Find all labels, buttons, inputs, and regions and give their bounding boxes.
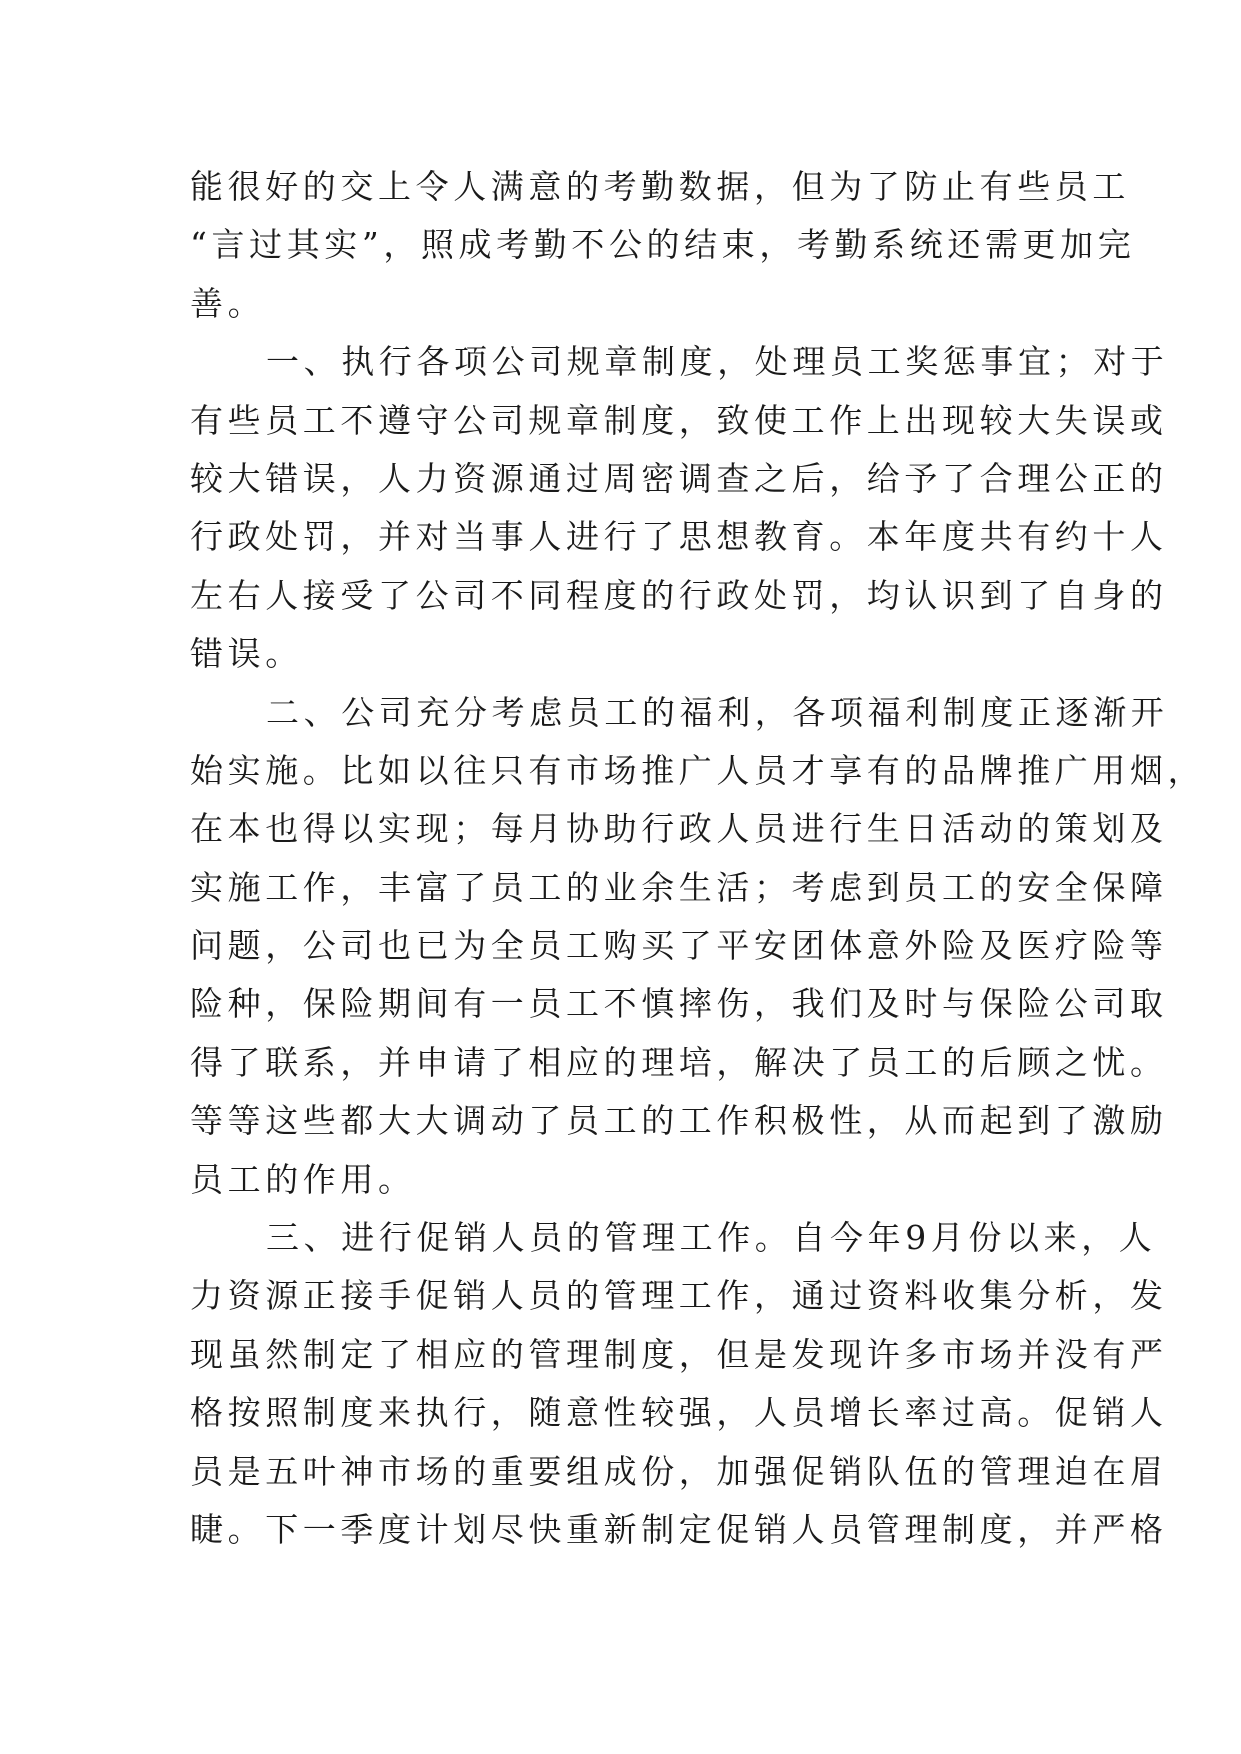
text-line: 睫。下一季度计划尽快重新制定促销人员管理制度，并严格 [190, 1509, 1168, 1549]
text-line: 格按照制度来执行，随意性较强，人员增长率过高。促销人 [190, 1393, 1168, 1433]
text-line: 员工的作用。 [190, 1159, 416, 1199]
text-line: 始实施。比如以往只有市场推广人员才享有的品牌推广用烟， [190, 750, 1206, 790]
text-line: 错误。 [190, 634, 303, 674]
text-line: 得了联系，并申请了相应的理培，解决了员工的后顾之忧。 [190, 1042, 1168, 1082]
text-line: 善。 [190, 283, 266, 323]
text-line: 现虽然制定了相应的管理制度，但是发现许多市场并没有严 [190, 1334, 1168, 1374]
text-line: 较大错误，人力资源通过周密调查之后，给予了合理公正的 [190, 458, 1168, 498]
text-line: 员是五叶神市场的重要组成份，加强促销队伍的管理迫在眉 [190, 1451, 1168, 1491]
text-line: 左右人接受了公司不同程度的行政处罚，均认识到了自身的 [190, 575, 1168, 615]
text-line: 有些员工不遵守公司规章制度，致使工作上出现较大失误或 [190, 400, 1168, 440]
text-line: 二、公司充分考虑员工的福利，各项福利制度正逐渐开 [266, 692, 1169, 732]
text-line: 行政处罚，并对当事人进行了思想教育。本年度共有约十人 [190, 517, 1168, 557]
text-line: “言过其实”，照成考勤不公的结束，考勤系统还需更加完 [190, 225, 1136, 265]
text-line: 在本也得以实现；每月协助行政人员进行生日活动的策划及 [190, 809, 1168, 849]
text-line: 一、执行各项公司规章制度，处理员工奖惩事宜；对于 [266, 342, 1169, 382]
text-line: 问题，公司也已为全员工购买了平安团体意外险及医疗险等 [190, 926, 1168, 966]
text-line: 能很好的交上令人满意的考勤数据，但为了防止有些员工 [190, 167, 1130, 206]
text-line: 等等这些都大大调动了员工的工作积极性，从而起到了激励 [190, 1101, 1168, 1141]
text-line: 实施工作，丰富了员工的业余生活；考虑到员工的安全保障 [190, 867, 1168, 907]
body-text [190, 158, 1206, 1559]
text-line: 三、进行促销人员的管理工作。自今年9月份以来，人 [266, 1218, 1157, 1258]
text-line: 力资源正接手促销人员的管理工作，通过资料收集分析，发 [190, 1276, 1168, 1316]
text-line: 险种，保险期间有一员工不慎摔伤，我们及时与保险公司取 [190, 984, 1168, 1024]
